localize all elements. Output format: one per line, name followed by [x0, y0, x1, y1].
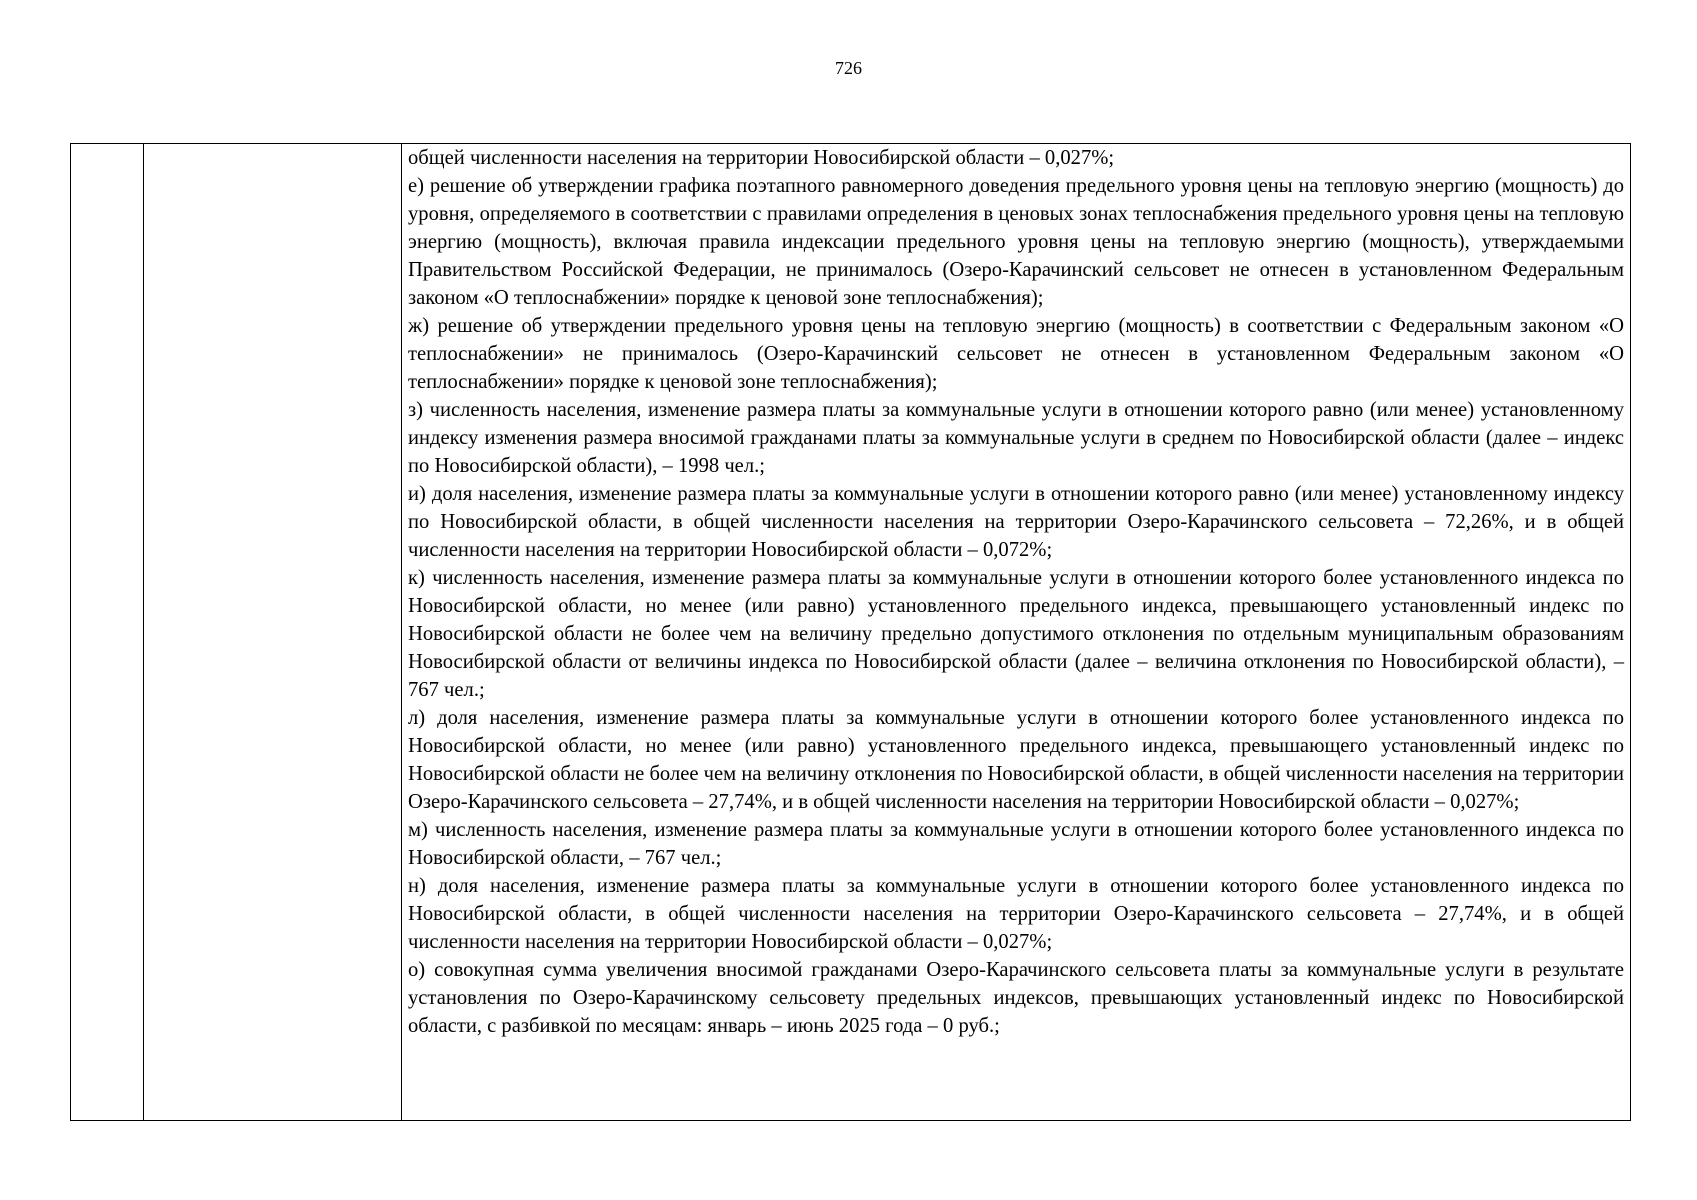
- paragraph-i: и) доля населения, изменение размера платы за коммунальные услуги в отношении которого равно (или менее) установленному индексу по Новосибирской области, в общей численности населения на территории Озеро-Карачинского сельсовета – 72,26%, и в общей численности населения на территории Новосибирской области – 0,072%;: [408, 483, 1624, 561]
- table-column-number: [71, 144, 144, 1120]
- paragraph-o: о) совокупная сумма увеличения вносимой гражданами Озеро-Карачинского сельсовета платы за коммунальные услуги в результате установления по Озеро-Карачинскому сельсовету предельных индексов, превышающих установленный индекс по Новосибирской области, с разбивкой по месяцам: январь – июнь 2025 года – 0 руб.;: [408, 959, 1624, 1037]
- paragraph-zh: ж) решение об утверждении предельного уровня цены на тепловую энергию (мощность) в соответствии с Федеральным законом «О теплоснабжении» не принималось (Озеро-Карачинский сельсовет не отнесен в установленном Федеральным законом «О теплоснабжении» порядке к ценовой зоне теплоснабжения);: [408, 315, 1624, 393]
- paragraph-l: л) доля населения, изменение размера платы за коммунальные услуги в отношении которого более установленного индекса по Новосибирской области, но менее (или равно) установленного предельного индекса, превышающего установленный индекс по Новосибирской области не более чем на величину отклонения по Новосибирской области, в общей численности населения на территории Озеро-Карачинского сельсовета – 27,74%, и в общей численности населения на территории Новосибирской области – 0,027%;: [408, 707, 1624, 813]
- table-column-name: [144, 144, 402, 1120]
- page-number: 726: [835, 58, 862, 78]
- paragraph-k: к) численность населения, изменение размера платы за коммунальные услуги в отношении которого более установленного индекса по Новосибирской области, но менее (или равно) установленного предельного индекса, превышающего установленный индекс по Новосибирской области не более чем на величину предельно допустимого отклонения по отдельным муниципальным образованиям Новосибирской области от величины индекса по Новосибирской области (далее – величина отклонения по Новосибирской области), – 767 чел.;: [408, 567, 1624, 701]
- paragraph-continuation: общей численности населения на территории Новосибирской области – 0,027%;: [408, 147, 1115, 169]
- table-column-content: [402, 144, 1630, 1120]
- paragraph-m: м) численность населения, изменение размера платы за коммунальные услуги в отношении которого более установленного индекса по Новосибирской области, – 767 чел.;: [408, 819, 1624, 869]
- paragraph-z: з) численность населения, изменение размера платы за коммунальные услуги в отношении которого равно (или менее) установленному индексу изменения размера вносимой гражданами платы за коммунальные услуги в среднем по Новосибирской области (далее – индекс по Новосибирской области), – 1998 чел.;: [408, 399, 1624, 477]
- paragraph-n: н) доля населения, изменение размера платы за коммунальные услуги в отношении которого более установленного индекса по Новосибирской области, в общей численности населения на территории Озеро-Карачинского сельсовета – 27,74%, и в общей численности населения на территории Новосибирской области – 0,027%;: [408, 875, 1624, 953]
- document-table: [70, 143, 1631, 1121]
- paragraph-e: е) решение об утверждении графика поэтапного равномерного доведения предельного уровня цены на тепловую энергию (мощность) до уровня, определяемого в соответствии с правилами определения в ценовых зонах теплоснабжения предельного уровня цены на тепловую энергию (мощность), включая правила индексации предельного уровня цены на тепловую энергию (мощность), утверждаемыми Правительством Российской Федерации, не принималось (Озеро-Карачинский сельсовет не отнесен в установленном Федеральным законом «О теплоснабжении» порядке к ценовой зоне теплоснабжения);: [408, 175, 1624, 309]
